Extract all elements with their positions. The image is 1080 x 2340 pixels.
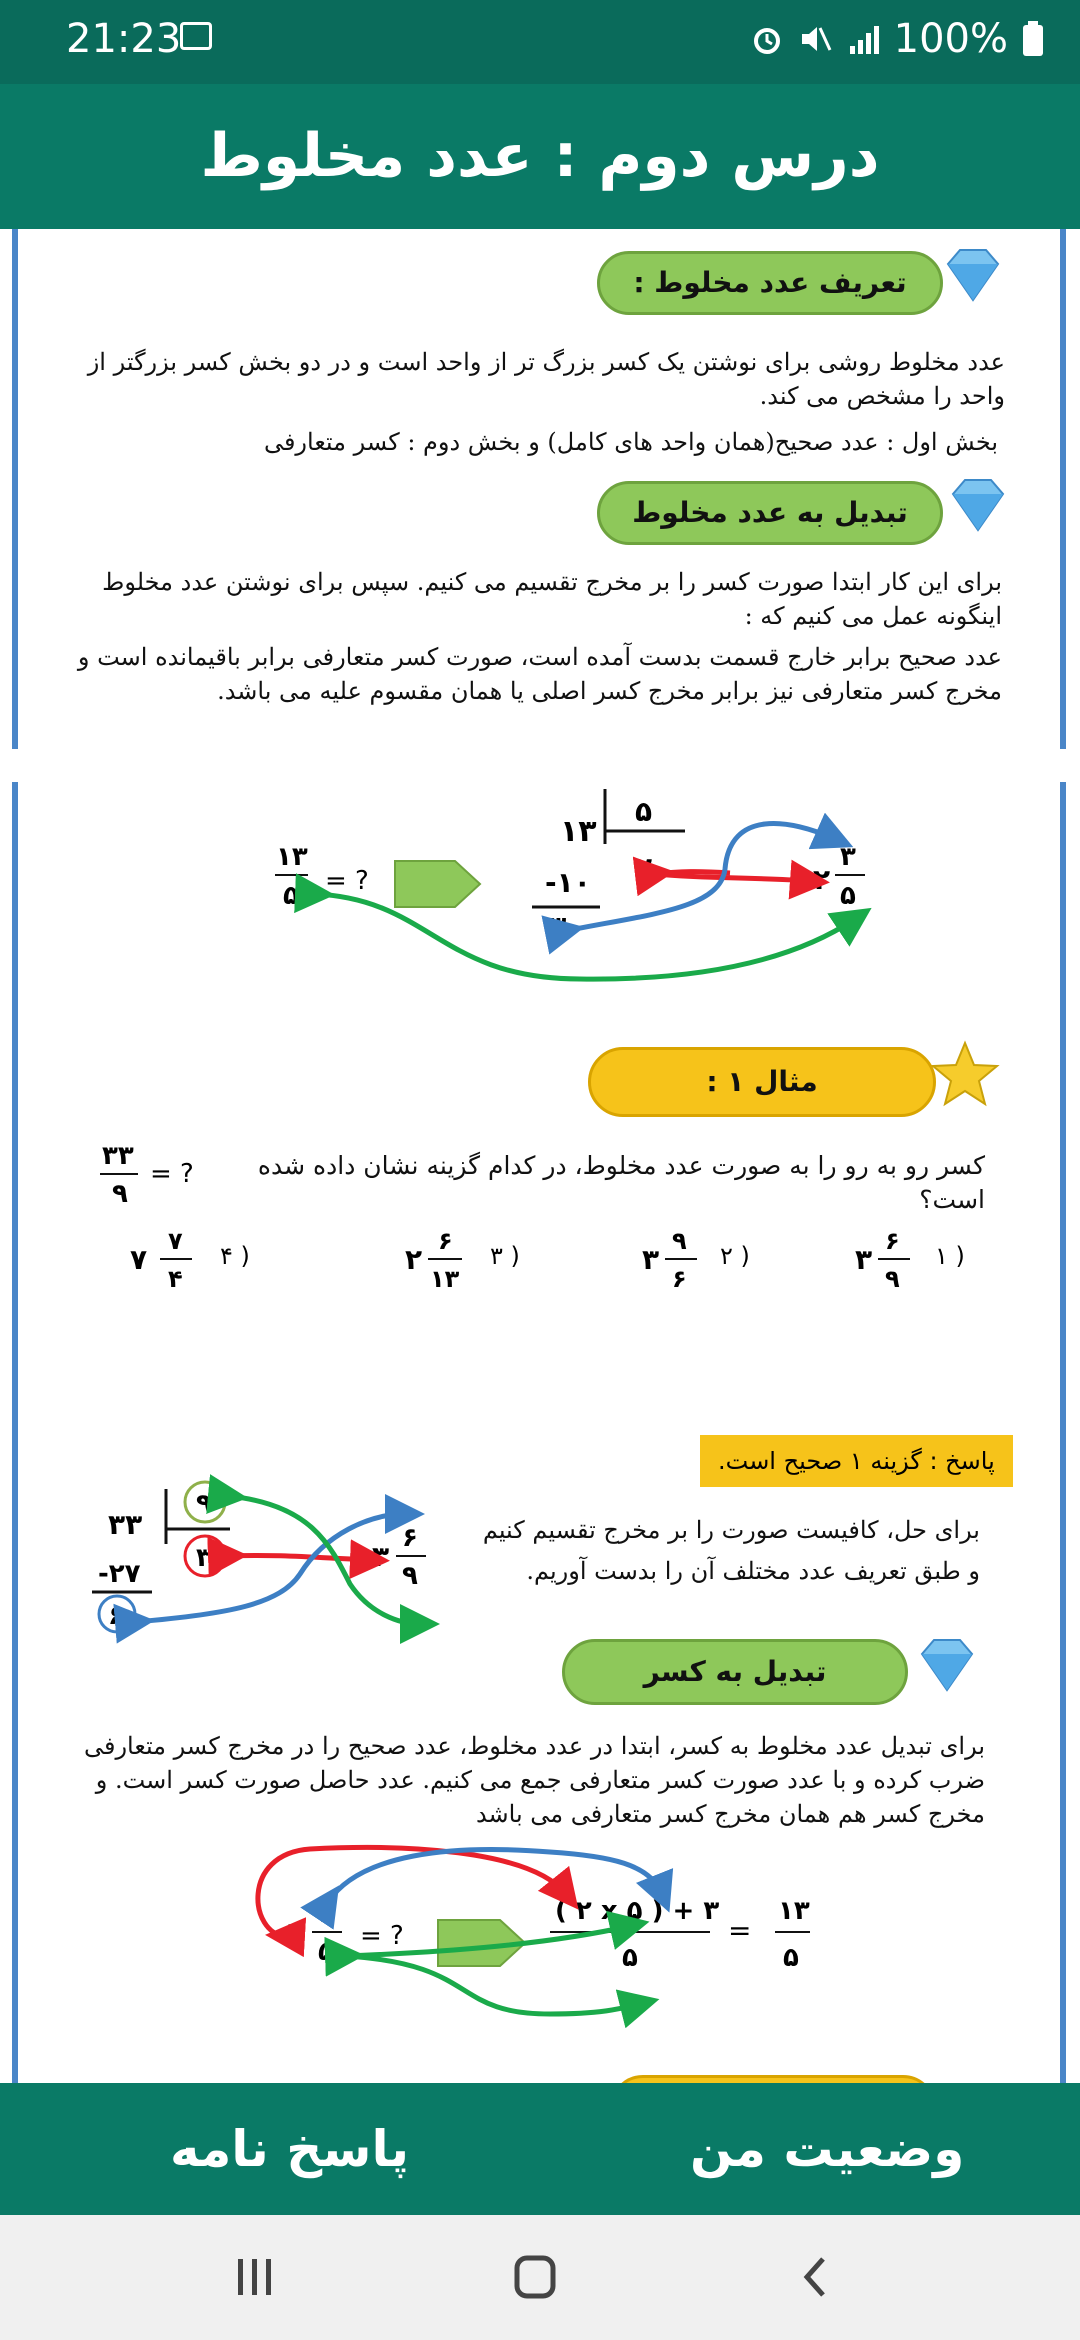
tf-eq2: = xyxy=(728,1914,752,1947)
option-2[interactable] xyxy=(642,1227,750,1293)
alarm-icon xyxy=(750,22,784,56)
lesson-content[interactable] xyxy=(0,229,1080,2083)
tf-res-num: ۱۳ xyxy=(778,1896,810,1926)
option-1-num: ۶ xyxy=(885,1227,900,1255)
d1-frac-num: ۱۳ xyxy=(276,842,308,872)
tf-eq: = ? xyxy=(360,1921,404,1951)
star-icon xyxy=(930,1039,1000,1109)
ans-divisor: ۹ xyxy=(196,1489,212,1519)
d1-mixed-den: ۵ xyxy=(840,881,856,911)
option-2-num: ۹ xyxy=(672,1227,687,1255)
right-border-1 xyxy=(1060,229,1066,749)
battery-percent: 100% xyxy=(893,16,1008,62)
recent-apps-icon[interactable] xyxy=(230,2253,280,2301)
ans-mixed-num: ۶ xyxy=(402,1523,418,1553)
next-section-pill xyxy=(610,2075,936,2083)
answer-line2: و طبق تعریف عدد مختلف آن را بدست آوریم. xyxy=(526,1557,980,1585)
d1-eq: = ? xyxy=(325,866,369,896)
title-bar xyxy=(0,84,1080,229)
definition-p2: بخش اول : عدد صحیح(همان واحد های کامل) و بخش دوم : کسر متعارفی xyxy=(263,428,998,456)
page-title: درس دوم : عدد مخلوط xyxy=(200,121,880,191)
option-2-label: ۲ ) xyxy=(720,1242,750,1270)
example1-options[interactable] xyxy=(120,1214,990,1314)
option-3[interactable] xyxy=(405,1227,520,1293)
definition-title: تعریف عدد مخلوط : xyxy=(597,251,943,315)
arrow-shape xyxy=(395,861,480,907)
definition-p1: عدد مخلوط روشی برای نوشتن یک کسر بزرگ تر از واحد است و در دو بخش کسر بزرگتر از واحد را مشخص می کند. xyxy=(87,348,1005,410)
answer-line1: برای حل، کافیست صورت را بر مخرج تقسیم کنیم xyxy=(482,1516,980,1544)
left-border-3 xyxy=(12,1409,18,2083)
signal-icon xyxy=(846,22,880,56)
to-mixed-p2: عدد صحیح برابر خارج قسمت بدست آمده است، صورت کسر متعارفی برابر باقیمانده است و مخرج کسر متعارفی نیز برابر مخرج کسر اصلی یا همان مقسوم علیه می باشد. xyxy=(77,643,1002,705)
to-mixed-p1: برای این کار ابتدا صورت کسر را بر مخرج تقسیم می کنیم. سپس برای نوشتن عدد مخلوط اینگونه عمل می کنیم که : xyxy=(102,568,1002,630)
option-2-whole: ۳ xyxy=(642,1243,660,1276)
mixed-number-diagram xyxy=(250,789,900,1019)
option-4-num: ۷ xyxy=(168,1227,183,1255)
option-4[interactable] xyxy=(130,1227,250,1293)
my-status-button[interactable]: وضعیت من xyxy=(690,2120,965,2178)
d1-remainder: ۳ xyxy=(548,910,567,945)
to-fraction-diagram xyxy=(250,1844,830,2074)
right-border-3 xyxy=(1060,1409,1066,2083)
option-3-whole: ۲ xyxy=(405,1243,423,1276)
system-nav-bar xyxy=(0,2215,1080,2340)
option-4-den: ۴ xyxy=(168,1265,183,1293)
tf-mixed-den: ۵ xyxy=(318,1937,334,1967)
diamond-icon xyxy=(912,1634,982,1694)
status-time: 21:23 xyxy=(66,16,182,62)
d1-mixed-whole: ۲ xyxy=(813,863,831,896)
answer-label: پاسخ : گزینه ۱ صحیح است. xyxy=(700,1435,1013,1487)
bottom-bar xyxy=(0,2083,1080,2215)
answer-sheet-button[interactable]: پاسخ نامه xyxy=(170,2120,409,2178)
battery-icon xyxy=(1022,21,1044,57)
home-icon[interactable] xyxy=(510,2253,560,2301)
option-3-den: ۱۳ xyxy=(430,1265,460,1293)
to-fraction-title: تبدیل به کسر xyxy=(562,1639,908,1705)
option-3-num: ۶ xyxy=(438,1227,453,1255)
tf-expr: ( ۲ x ۵ ) + ۳ xyxy=(555,1896,720,1926)
status-bar xyxy=(0,0,1080,84)
d1-frac-den: ۵ xyxy=(283,881,299,911)
example1-title: مثال ۱ : xyxy=(588,1047,936,1117)
q-den: ۹ xyxy=(112,1179,128,1209)
tf-expr-den: ۵ xyxy=(622,1943,638,1973)
back-icon[interactable] xyxy=(795,2253,835,2301)
d1-dividend: ۱۳ xyxy=(560,814,597,849)
option-2-den: ۶ xyxy=(672,1265,687,1293)
option-4-whole: ۷ xyxy=(130,1243,148,1276)
tf-mixed-whole: ۲ xyxy=(288,1916,306,1949)
d1-quotient: ۲ xyxy=(635,851,653,884)
tf-mixed-num: ۳ xyxy=(318,1899,334,1929)
ans-dividend: ۳۳ xyxy=(108,1508,143,1541)
option-3-label: ۳ ) xyxy=(490,1242,520,1270)
answer-diagram xyxy=(80,1474,460,1674)
to-fraction-p1: برای تبدیل عدد مخلوط به کسر، ابتدا در عدد مخلوط، عدد صحیح را در مخرج کسر متعارفی ضرب کرده و با عدد صورت کسر متعارفی جمع می کنیم. عدد حاصل صورت کسر است. و مخرج کسر هم همان مخرج کسر متعارفی می باشد xyxy=(83,1732,985,1828)
option-1-whole: ۳ xyxy=(855,1243,873,1276)
q-eq: = ? xyxy=(150,1159,194,1189)
option-1[interactable] xyxy=(855,1227,965,1293)
to-mixed-title: تبدیل به عدد مخلوط xyxy=(597,481,943,545)
left-border-1 xyxy=(12,229,18,749)
ans-remainder: ۶ xyxy=(108,1601,124,1631)
diamond-icon xyxy=(943,474,1013,534)
ans-mixed-den: ۹ xyxy=(402,1561,418,1591)
q-num: ۳۳ xyxy=(102,1141,134,1171)
tf-res-den: ۵ xyxy=(783,1943,799,1973)
ans-subtract: -۲۷ xyxy=(98,1559,141,1589)
d1-divisor: ۵ xyxy=(635,795,653,828)
option-1-den: ۹ xyxy=(885,1265,900,1293)
d1-mixed-num: ۳ xyxy=(840,842,856,872)
example1-fraction xyxy=(90,1134,210,1214)
diamond-icon xyxy=(938,244,1008,304)
example1-question: کسر رو به رو را به صورت عدد مخلوط، در کدام گزینه نشان داده شده است؟ xyxy=(257,1151,985,1214)
mute-icon xyxy=(798,22,832,56)
d1-subtract: -۱۰ xyxy=(545,866,591,899)
option-4-label: ۴ ) xyxy=(220,1242,250,1270)
ans-mixed-whole: ۳ xyxy=(372,1540,390,1573)
ans-quotient: ۳ xyxy=(196,1543,212,1573)
option-1-label: ۱ ) xyxy=(935,1242,965,1270)
image-icon xyxy=(180,22,212,50)
